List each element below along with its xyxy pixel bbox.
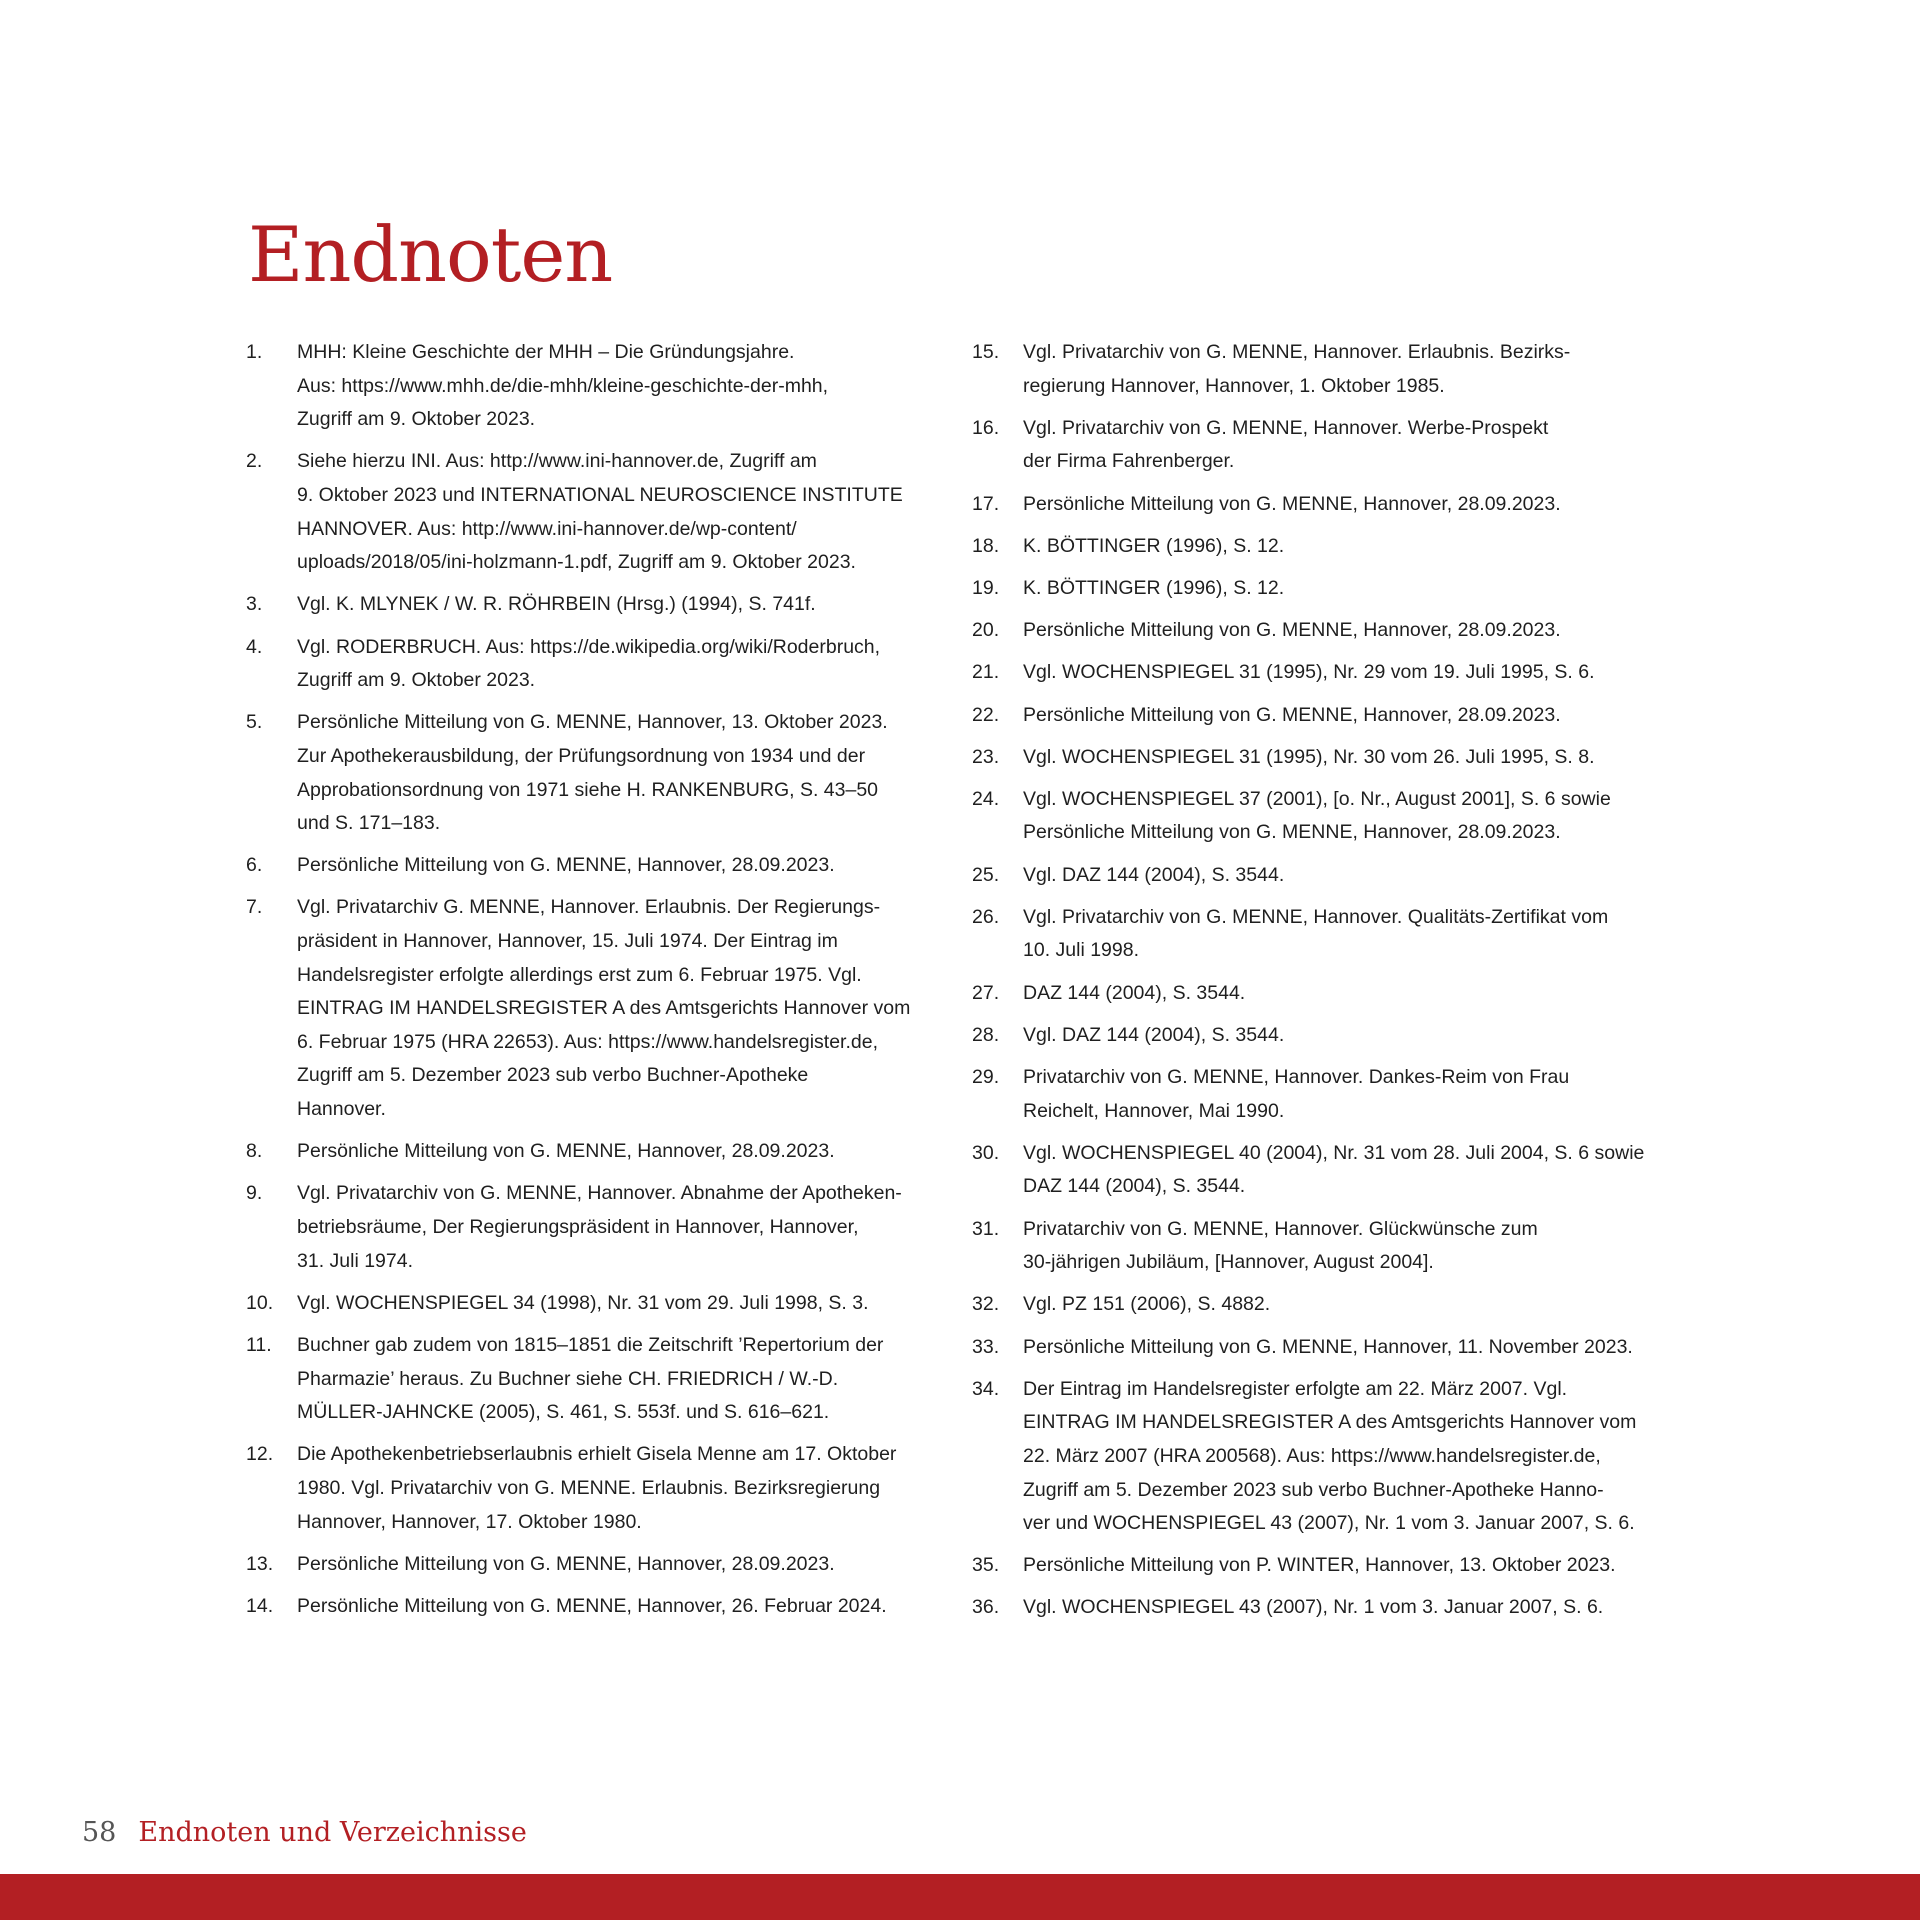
endnote-item	[972, 741, 1672, 775]
endnote-item	[246, 1548, 946, 1582]
endnote-text: Persönliche Mitteilung von G. MENNE, Hannover, 11. November 2023.	[1023, 1335, 1633, 1358]
endnote-number: 19.	[972, 576, 1000, 599]
endnote-item	[972, 530, 1672, 564]
endnote-number: 10.	[246, 1291, 274, 1314]
page-number: 58	[82, 1816, 117, 1848]
endnote-number: 32.	[972, 1293, 1000, 1316]
footer-section-title: Endnoten und Verzeichnisse	[138, 1816, 527, 1848]
endnote-item	[972, 1019, 1672, 1053]
endnote-text: Vgl. WOCHENSPIEGEL 43 (2007), Nr. 1 vom 3. Januar 2007, S. 6.	[1023, 1596, 1604, 1619]
endnote-number: 33.	[972, 1335, 1000, 1358]
endnote-text: Privatarchiv von G. MENNE, Hannover. Glückwünsche zum 30-jährigen Jubiläum, [Hannover, August 2004].	[1023, 1217, 1538, 1274]
endnote-item	[972, 336, 1672, 403]
endnote-item	[972, 859, 1672, 893]
page-title: Endnoten	[248, 210, 613, 299]
endnote-text: Vgl. RODERBRUCH. Aus: https://de.wikipedia.org/wiki/Roderbruch, Zugriff am 9. Oktober 2023.	[297, 635, 881, 692]
endnote-text: Persönliche Mitteilung von G. MENNE, Hannover, 13. Oktober 2023. Zur Apothekerausbildung, der Prüfungsordnung von 1934 und der Approbationsordnung von 1971 siehe H. RANKENBURG, S. 43–50 und S. 171–183.	[297, 711, 888, 835]
endnote-number: 31.	[972, 1217, 1000, 1240]
endnote-text: Persönliche Mitteilung von G. MENNE, Hannover, 26. Februar 2024.	[297, 1594, 887, 1617]
endnote-text: K. BÖTTINGER (1996), S. 12.	[1023, 534, 1285, 557]
endnote-text: Die Apothekenbetriebserlaubnis erhielt Gisela Menne am 17. Oktober 1980. Vgl. Privatarchiv von G. MENNE. Erlaubnis. Bezirksregierung Hannover, Hannover, 17. Oktober 1980.	[297, 1443, 897, 1533]
endnote-text: Buchner gab zudem von 1815–1851 die Zeitschrift ’Repertorium der Pharmazie’ heraus. Zu Buchner siehe CH. FRIEDRICH / W.-D. MÜLLER-JAHNCKE (2005), S. 461, S. 553f. und S. 616–621.	[297, 1333, 884, 1424]
endnote-text: Persönliche Mitteilung von G. MENNE, Hannover, 28.09.2023.	[1023, 703, 1561, 726]
endnote-item	[246, 1590, 946, 1624]
endnote-item	[972, 1591, 1672, 1625]
endnote-text: Vgl. WOCHENSPIEGEL 40 (2004), Nr. 31 vom 28. Juli 2004, S. 6 sowie DAZ 144 (2004), S. 3544.	[1023, 1141, 1645, 1198]
endnote-item	[246, 1135, 946, 1169]
endnote-item	[246, 336, 946, 437]
endnote-number: 15.	[972, 341, 1000, 363]
endnote-number: 29.	[972, 1066, 1000, 1088]
endnote-item	[246, 445, 946, 579]
endnote-text: DAZ 144 (2004), S. 3544.	[1023, 981, 1246, 1004]
endnote-text: Vgl. Privatarchiv von G. MENNE, Hannover. Qualitäts-Zertifikat vom 10. Juli 1998.	[1023, 905, 1609, 962]
endnote-number: 6.	[246, 854, 263, 877]
endnote-item	[246, 706, 946, 840]
endnote-item	[246, 1438, 946, 1539]
endnote-item	[246, 1287, 946, 1321]
endnote-item	[972, 699, 1672, 733]
endnote-number: 1.	[246, 341, 263, 363]
endnotes-column-right	[972, 336, 1672, 1634]
endnote-text: Siehe hierzu INI. Aus: http://www.ini-hannover.de, Zugriff am 9. Oktober 2023 und INTERNATIONAL NEUROSCIENCE INSTITUTE HANNOVER. Aus: http://www.ini-hannover.de/wp-content/ uploads/2018/05/ini-holzmann-1.pdf, Zugriff am 9. Oktober 2023.	[297, 450, 903, 574]
endnote-number: 11.	[246, 1333, 272, 1356]
endnote-item	[246, 891, 946, 1126]
endnote-number: 34.	[972, 1377, 1000, 1400]
endnote-text: Vgl. Privatarchiv von G. MENNE, Hannover. Abnahme der Apotheken- betriebsräume, Der Regierungspräsident in Hannover, Hannover, 31. Juli 1974.	[297, 1182, 902, 1272]
endnote-text: Persönliche Mitteilung von G. MENNE, Hannover, 28.09.2023.	[1023, 492, 1561, 515]
endnote-item	[972, 901, 1672, 968]
endnote-number: 23.	[972, 745, 1000, 768]
endnote-item	[972, 783, 1672, 850]
endnote-text: Vgl. WOCHENSPIEGEL 37 (2001), [o. Nr., August 2001], S. 6 sowie Persönliche Mitteilung von G. MENNE, Hannover, 28.09.2023.	[1023, 787, 1611, 844]
endnote-item	[972, 488, 1672, 522]
endnote-number: 21.	[972, 661, 1000, 684]
endnote-number: 8.	[246, 1140, 263, 1163]
endnote-item	[246, 1177, 946, 1278]
endnote-number: 18.	[972, 534, 1000, 557]
endnote-number: 9.	[246, 1182, 263, 1205]
endnote-number: 12.	[246, 1443, 274, 1466]
endnote-item	[972, 1061, 1672, 1128]
endnote-item	[972, 1331, 1672, 1365]
endnote-item	[972, 572, 1672, 606]
endnote-item	[972, 1549, 1672, 1583]
endnote-number: 7.	[246, 896, 263, 919]
endnote-text: Vgl. Privatarchiv G. MENNE, Hannover. Erlaubnis. Der Regierungs- präsident in Hannover, Hannover, 15. Juli 1974. Der Eintrag im Handelsregister erfolgte allerdings erst zum 6. Februar 1975. Vgl. EINTRAG IM HANDELSREGISTER A des Amtsgerichts Hannover vom 6. Februar 1975 (HRA 22653). Aus: https://www.handelsregister.de, Zugriff am 5. Dezember 2023 sub verbo Buchner-Apotheke Hannover.	[297, 896, 911, 1121]
endnote-text: Vgl. Privatarchiv von G. MENNE, Hannover. Erlaubnis. Bezirks- regierung Hannover, Hannover, 1. Oktober 1985.	[1023, 341, 1571, 397]
endnote-number: 14.	[246, 1594, 274, 1617]
endnote-number: 26.	[972, 905, 1000, 928]
endnote-item	[246, 849, 946, 883]
endnote-item	[972, 614, 1672, 648]
endnote-text: Vgl. DAZ 144 (2004), S. 3544.	[1023, 1023, 1285, 1046]
endnote-text: Persönliche Mitteilung von G. MENNE, Hannover, 28.09.2023.	[297, 1140, 835, 1163]
endnote-text: Vgl. WOCHENSPIEGEL 31 (1995), Nr. 30 vom 26. Juli 1995, S. 8.	[1023, 745, 1595, 768]
endnote-text: K. BÖTTINGER (1996), S. 12.	[1023, 576, 1285, 599]
endnote-text: Vgl. Privatarchiv von G. MENNE, Hannover. Werbe-Prospekt der Firma Fahrenberger.	[1023, 416, 1549, 473]
endnote-text: Persönliche Mitteilung von P. WINTER, Hannover, 13. Oktober 2023.	[1023, 1554, 1616, 1577]
endnote-text: Persönliche Mitteilung von G. MENNE, Hannover, 28.09.2023.	[297, 854, 835, 877]
endnote-item	[972, 977, 1672, 1011]
bottom-accent-bar	[0, 1874, 1920, 1920]
endnote-text: Vgl. PZ 151 (2006), S. 4882.	[1023, 1293, 1271, 1316]
endnote-item	[972, 1137, 1672, 1204]
endnote-text: MHH: Kleine Geschichte der MHH – Die Gründungsjahre. Aus: https://www.mhh.de/die-mhh/kleine-geschichte-der-mhh, Zugriff am 9. Oktober 2023.	[297, 341, 829, 431]
endnote-item	[972, 656, 1672, 690]
endnote-number: 36.	[972, 1596, 1000, 1619]
endnote-number: 35.	[972, 1554, 1000, 1577]
endnote-item	[972, 412, 1672, 479]
endnote-text: Persönliche Mitteilung von G. MENNE, Hannover, 28.09.2023.	[1023, 619, 1561, 642]
endnote-text: Vgl. WOCHENSPIEGEL 34 (1998), Nr. 31 vom 29. Juli 1998, S. 3.	[297, 1291, 869, 1314]
endnote-text: Privatarchiv von G. MENNE, Hannover. Dankes-Reim von Frau Reichelt, Hannover, Mai 1990.	[1023, 1066, 1570, 1122]
endnote-item	[972, 1213, 1672, 1280]
endnote-number: 2.	[246, 450, 263, 473]
endnote-number: 25.	[972, 863, 1000, 886]
endnote-item	[246, 631, 946, 698]
endnote-number: 28.	[972, 1023, 1000, 1046]
endnote-number: 3.	[246, 593, 263, 616]
endnote-text: Persönliche Mitteilung von G. MENNE, Hannover, 28.09.2023.	[297, 1552, 835, 1575]
endnote-number: 16.	[972, 416, 1000, 439]
endnote-number: 17.	[972, 492, 1000, 515]
endnote-text: Der Eintrag im Handelsregister erfolgte am 22. März 2007. Vgl. EINTRAG IM HANDELSREGISTER A des Amtsgerichts Hannover vom 22. März 2007 (HRA 200568). Aus: https://www.handelsregister.de, Zugriff am 5. Dezember 2023 sub verbo Buchner-Apotheke Hanno- ver und WOCHENSPIEGEL 43 (2007), Nr. 1 vom 3. Januar 2007, S. 6.	[1023, 1377, 1637, 1535]
endnote-text: Vgl. WOCHENSPIEGEL 31 (1995), Nr. 29 vom 19. Juli 1995, S. 6.	[1023, 661, 1595, 684]
endnote-number: 30.	[972, 1141, 1000, 1164]
endnote-number: 4.	[246, 635, 263, 658]
endnote-item	[972, 1288, 1672, 1322]
endnote-number: 24.	[972, 787, 1000, 810]
page-footer	[82, 1814, 527, 1850]
endnote-text: Vgl. K. MLYNEK / W. R. RÖHRBEIN (Hrsg.) (1994), S. 741f.	[297, 593, 816, 616]
endnote-item	[972, 1373, 1672, 1541]
endnote-number: 27.	[972, 981, 1000, 1004]
endnote-text: Vgl. DAZ 144 (2004), S. 3544.	[1023, 863, 1285, 886]
endnote-item	[246, 588, 946, 622]
endnote-number: 22.	[972, 703, 1000, 726]
endnotes-column-left	[246, 336, 946, 1632]
endnote-number: 13.	[246, 1552, 274, 1575]
endnote-number: 20.	[972, 619, 1000, 642]
endnote-item	[246, 1329, 946, 1430]
endnote-number: 5.	[246, 711, 263, 734]
